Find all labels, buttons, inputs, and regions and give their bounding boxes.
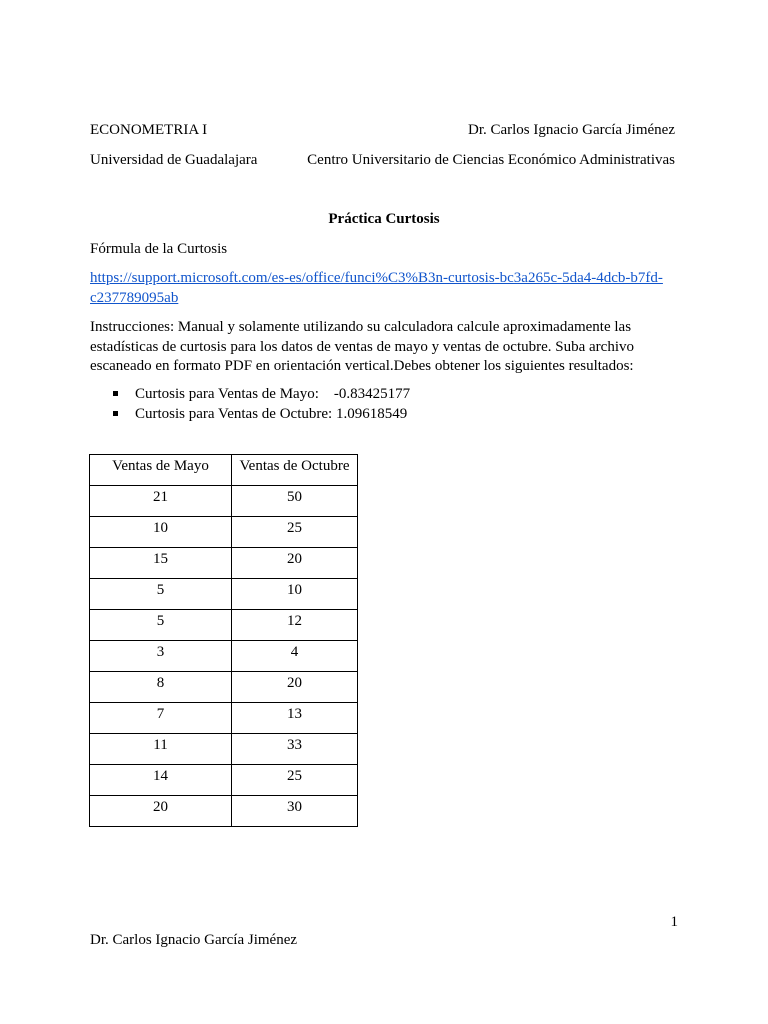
table-row: [90, 703, 358, 734]
table-row: [90, 641, 358, 672]
footer-author: Dr. Carlos Ignacio García Jiménez: [90, 932, 298, 948]
square-bullet-icon: [113, 391, 118, 396]
cell-octubre: 10: [232, 579, 358, 610]
table-row: [90, 672, 358, 703]
professor-name: Dr. Carlos Ignacio García Jiménez: [467, 122, 675, 138]
formula-link[interactable]: [90, 270, 663, 306]
result-value: 1.09618549: [335, 405, 408, 422]
result-value: -0.83425177: [333, 386, 411, 402]
cell-mayo: 5: [90, 579, 232, 610]
cell-octubre: 33: [232, 734, 358, 765]
table-header-row: [90, 455, 358, 486]
result-item-mayo: [90, 385, 410, 405]
cell-mayo: 11: [90, 734, 232, 765]
cell-mayo: 14: [90, 765, 232, 796]
formula-link-line1[interactable]: https://support.microsoft.com/es-es/office/funci%C3%B3n-curtosis-bc3a265c-5da4-4dcb-b7fd-: [90, 270, 663, 286]
cell-octubre: 12: [232, 610, 358, 641]
table-row: [90, 734, 358, 765]
result-label: Curtosis para Ventas de Mayo:: [135, 386, 319, 402]
cell-mayo: 20: [90, 796, 232, 827]
cell-mayo: 15: [90, 548, 232, 579]
cell-mayo: 3: [90, 641, 232, 672]
university-name: Universidad de Guadalajara: [90, 152, 258, 168]
results-list: [90, 385, 410, 424]
instructions-line3: escaneado en formato PDF en orientación vertical.Debes obtener los siguientes resultados:: [90, 358, 634, 374]
cell-mayo: 7: [90, 703, 232, 734]
table-row: [90, 796, 358, 827]
formula-label: Fórmula de la Curtosis: [90, 241, 228, 257]
instructions-line1: Instrucciones: Manual y solamente utilizando su calculadora calcule aproximadamente las: [90, 319, 632, 335]
instructions-paragraph: [90, 318, 680, 377]
cell-octubre: 30: [232, 796, 358, 827]
cell-octubre: 20: [232, 548, 358, 579]
instructions-line2: estadísticas de curtosis para los datos de ventas de mayo y ventas de octubre. Suba archivo: [90, 338, 635, 355]
result-label: Curtosis para Ventas de Octubre:: [135, 405, 333, 422]
table-row: [90, 548, 358, 579]
cell-octubre: 25: [232, 765, 358, 796]
square-bullet-icon: [113, 411, 118, 416]
cell-mayo: 5: [90, 610, 232, 641]
table-row: [90, 486, 358, 517]
cell-octubre: 4: [232, 641, 358, 672]
formula-link-block: [90, 269, 680, 308]
cell-mayo: 10: [90, 517, 232, 548]
cell-octubre: 25: [232, 517, 358, 548]
sales-table: [89, 454, 358, 827]
page-title: Práctica Curtosis: [328, 211, 440, 227]
table-row: [90, 610, 358, 641]
table-row: [90, 579, 358, 610]
cell-octubre: 13: [232, 703, 358, 734]
header-ventas-octubre: Ventas de Octubre: [232, 455, 358, 486]
cell-mayo: 8: [90, 672, 232, 703]
cell-octubre: 50: [232, 486, 358, 517]
formula-link-line2[interactable]: c237789095ab: [90, 289, 179, 306]
header-ventas-mayo: Ventas de Mayo: [90, 455, 232, 486]
result-item-octubre: [90, 405, 410, 425]
center-name: Centro Universitario de Ciencias Económico Administrativas: [307, 152, 675, 168]
cell-mayo: 21: [90, 486, 232, 517]
cell-octubre: 20: [232, 672, 358, 703]
table-row: [90, 517, 358, 548]
table-row: [90, 765, 358, 796]
course-name: ECONOMETRIA I: [90, 122, 208, 138]
page-number: 1: [670, 914, 678, 930]
